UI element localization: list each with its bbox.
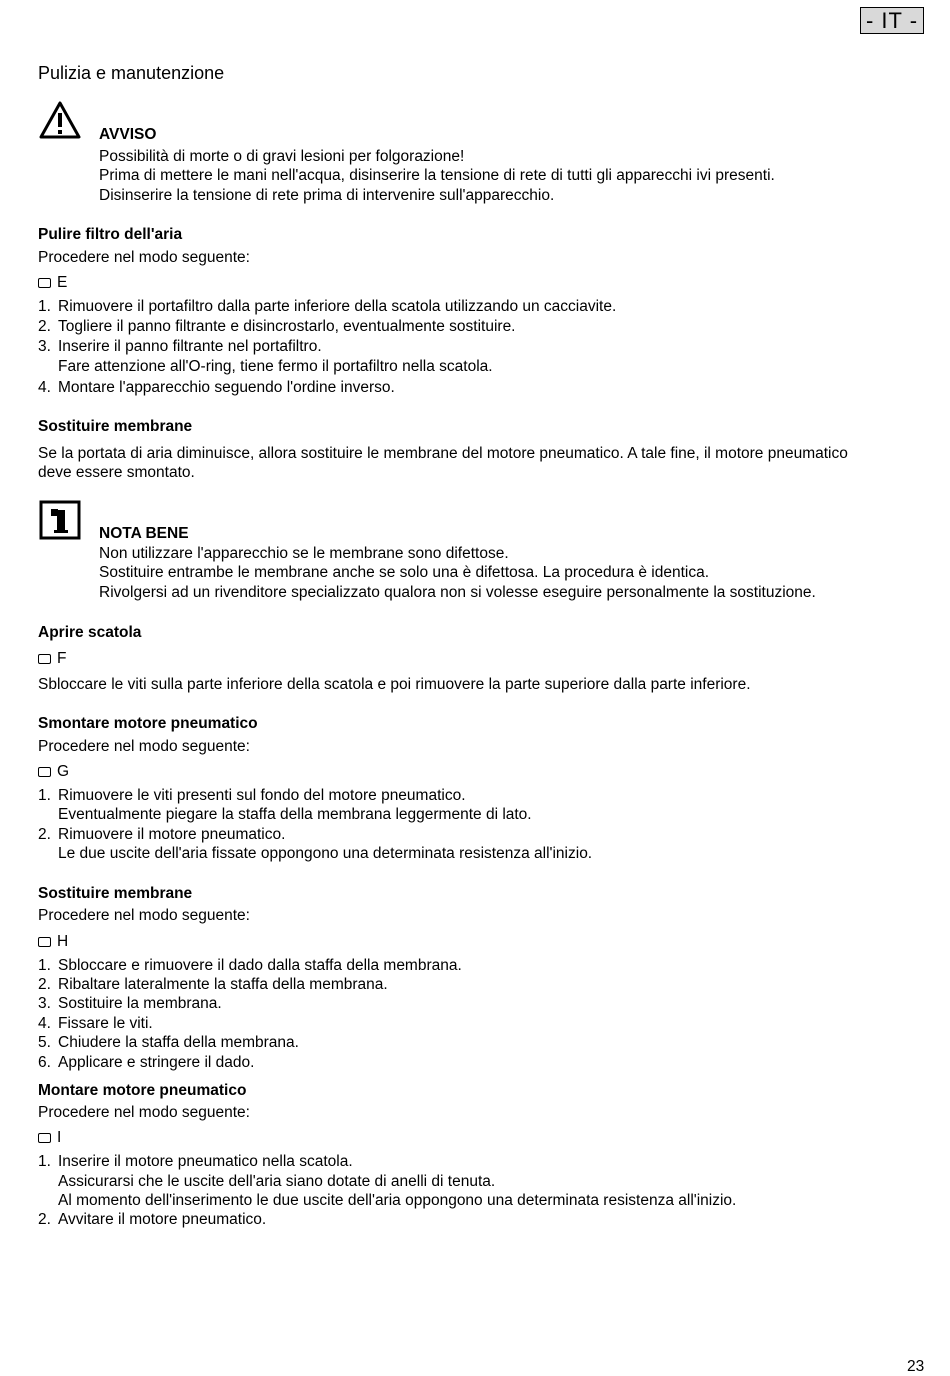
list-item: 6. Applicare e stringere il dado.	[38, 1054, 255, 1071]
list-item-continuation: Assicurarsi che le uscite dell'aria siano dotate di anelli di tenuta.	[58, 1173, 496, 1190]
list-item: 2. Avvitare il motore pneumatico.	[38, 1211, 267, 1228]
list-item: 1. Rimuovere il portafiltro dalla parte inferiore della scatola utilizzando un cacciavite.	[38, 298, 617, 315]
warning-triangle-icon	[39, 101, 81, 139]
figure-reference	[38, 650, 66, 668]
figure-letter: E	[57, 274, 68, 291]
intro-text: Procedere nel modo seguente:	[38, 249, 250, 266]
warning-label: AVVISO	[99, 126, 157, 143]
list-item: 3. Inserire il panno filtrante nel portafiltro.	[38, 338, 322, 355]
note-line: Non utilizzare l'apparecchio se le membrane sono difettose.	[99, 545, 509, 562]
note-line: Rivolgersi ad un rivenditore specializzato qualora non si volesse eseguire personalmente la sostituzione.	[99, 584, 816, 601]
figure-reference	[38, 763, 69, 781]
page-title: Pulizia e manutenzione	[38, 63, 225, 83]
figure-letter: I	[57, 1129, 62, 1146]
list-item: 1. Rimuovere le viti presenti sul fondo del motore pneumatico.	[38, 787, 466, 804]
book-icon	[38, 1133, 51, 1143]
info-icon	[39, 500, 81, 540]
figure-letter: G	[57, 763, 70, 780]
figure-letter: H	[57, 933, 69, 950]
book-icon	[38, 937, 51, 947]
body-text: Sbloccare le viti sulla parte inferiore della scatola e poi rimuovere la parte superiore dalla parte inferiore.	[38, 676, 751, 693]
list-item-continuation: Le due uscite dell'aria fissate oppongono una determinata resistenza all'inizio.	[58, 845, 593, 862]
list-item-continuation: Fare attenzione all'O-ring, tiene fermo il portafiltro nella scatola.	[58, 358, 493, 375]
list-item: 2. Ribaltare lateralmente la staffa della membrana.	[38, 976, 388, 993]
list-item: 1. Inserire il motore pneumatico nella scatola.	[38, 1153, 353, 1170]
figure-letter: F	[57, 650, 67, 667]
note-line: Sostituire entrambe le membrane anche se solo una è difettosa. La procedura è identica.	[99, 564, 710, 581]
intro-text: Procedere nel modo seguente:	[38, 738, 250, 755]
list-item: 3. Sostituire la membrana.	[38, 995, 222, 1012]
note-label: NOTA BENE	[99, 525, 189, 542]
figure-reference	[38, 274, 67, 292]
body-text: deve essere smontato.	[38, 464, 195, 481]
warning-line: Prima di mettere le mani nell'acqua, disinserire la tensione di rete di tutti gli apparecchi ivi presenti.	[99, 167, 775, 184]
section-heading: Pulire filtro dell'aria	[38, 226, 183, 243]
list-item: 1. Sbloccare e rimuovere il dado dalla staffa della membrana.	[38, 957, 462, 974]
body-text: Se la portata di aria diminuisce, allora sostituire le membrane del motore pneumatico. A tale fine, il motore pneumatico	[38, 445, 848, 462]
page-number: 23	[907, 1358, 925, 1375]
list-item-continuation: Al momento dell'inserimento le due uscite dell'aria oppongono una determinata resistenza all'inizio.	[58, 1192, 737, 1209]
section-heading: Aprire scatola	[38, 624, 142, 641]
list-item-continuation: Eventualmente piegare la staffa della membrana leggermente di lato.	[58, 806, 532, 823]
warning-line: Disinserire la tensione di rete prima di intervenire sull'apparecchio.	[99, 187, 555, 204]
section-heading: Sostituire membrane	[38, 418, 193, 435]
intro-text: Procedere nel modo seguente:	[38, 1104, 250, 1121]
section-heading: Sostituire membrane	[38, 885, 193, 902]
intro-text: Procedere nel modo seguente:	[38, 907, 250, 924]
list-item: 4. Fissare le viti.	[38, 1015, 153, 1032]
list-item: 5. Chiudere la staffa della membrana.	[38, 1034, 299, 1051]
book-icon	[38, 767, 51, 777]
section-heading: Smontare motore pneumatico	[38, 715, 258, 732]
figure-reference	[38, 933, 68, 951]
figure-reference	[38, 1129, 61, 1147]
language-badge: - IT -	[860, 7, 924, 34]
book-icon	[38, 278, 51, 288]
list-item: 2. Togliere il panno filtrante e disincrostarlo, eventualmente sostituire.	[38, 318, 516, 335]
warning-line: Possibilità di morte o di gravi lesioni per folgorazione!	[99, 148, 465, 165]
list-item: 4. Montare l'apparecchio seguendo l'ordine inverso.	[38, 379, 395, 396]
list-item: 2. Rimuovere il motore pneumatico.	[38, 826, 286, 843]
book-icon	[38, 654, 51, 664]
section-heading: Montare motore pneumatico	[38, 1082, 247, 1099]
